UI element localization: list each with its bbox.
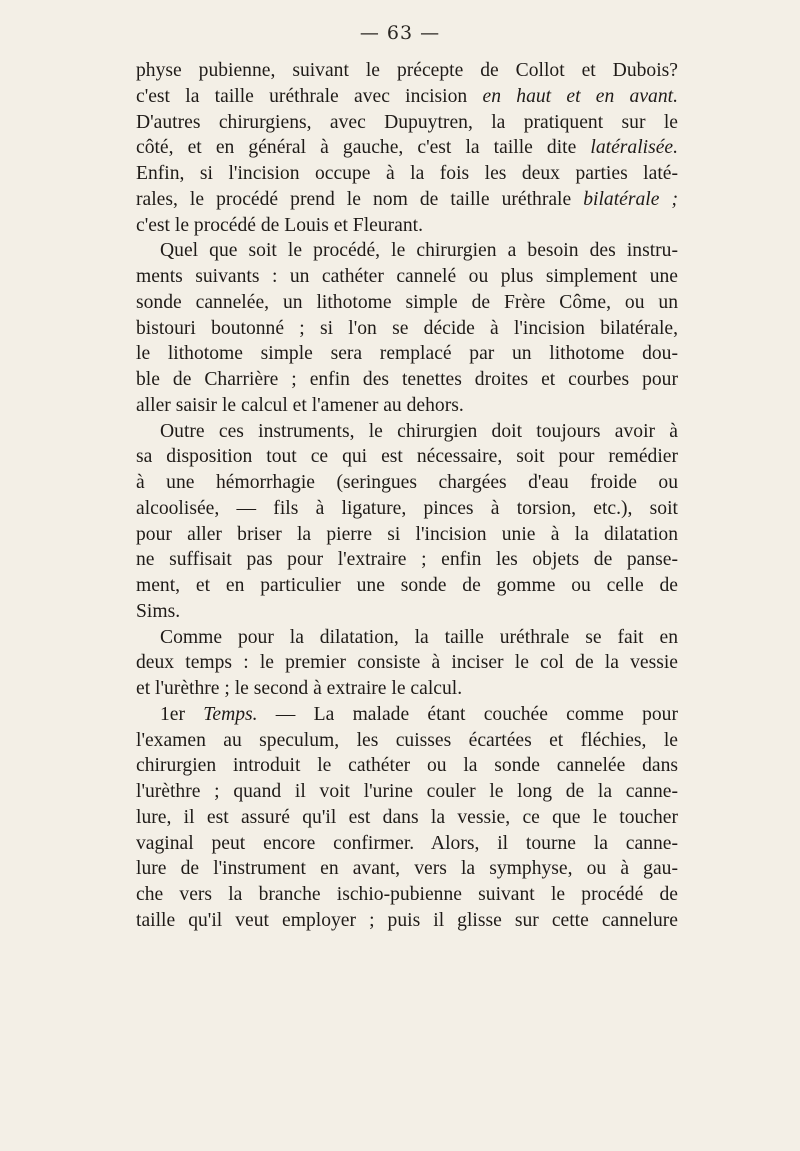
text-run: alcoolisée, — fils à ligature, pinces à torsion, etc.), soit [136, 497, 678, 519]
text-run: physe pubienne, suivant le précepte de Collot et Dubois? [136, 60, 678, 81]
text-line [136, 650, 678, 676]
text-line [136, 161, 678, 187]
text-line [136, 856, 678, 882]
text-line [136, 393, 678, 419]
text-line [136, 805, 678, 831]
text-run: aller saisir le calcul et l'amener au dehors. [136, 394, 464, 416]
text-run: che vers la branche ischio-pubienne suivant le procédé de [136, 884, 678, 905]
text-line [136, 547, 678, 573]
text-line [136, 213, 678, 239]
text-line [136, 110, 678, 136]
text-line [136, 625, 678, 651]
text-line [136, 187, 678, 213]
text-run: ble de Charrière ; enfin des tenettes droites et courbes pour [136, 369, 678, 390]
text-run: Outre ces instruments, le chirurgien doit toujours avoir à [160, 420, 678, 442]
text-run: D'autres chirurgiens, avec Dupuytren, la pratiquent sur le [136, 111, 678, 133]
text-line [136, 290, 678, 316]
text-run: l'examen au speculum, les cuisses écartées et fléchies, le [136, 729, 678, 751]
text-run: deux temps : le premier consiste à inciser le col de la vessie [136, 652, 678, 674]
text-line [136, 908, 678, 934]
italic-run: Temps. [203, 703, 258, 725]
text-run: l'urèthre ; quand il voit l'urine couler le long de la canne- [136, 781, 678, 802]
text-line [136, 496, 678, 522]
text-line [136, 702, 678, 728]
text-run: c'est la taille uréthrale avec incision [136, 85, 483, 107]
text-line [136, 367, 678, 393]
text-run: bistouri boutonné ; si l'on se décide à l'incision bilatérale, [136, 317, 678, 339]
text-line [136, 753, 678, 779]
text-run: ne suffisait pas pour l'extraire ; enfin les objets de panse- [136, 549, 678, 571]
text-line [136, 84, 678, 110]
text-run: le lithotome simple sera remplacé par un lithotome dou- [136, 343, 678, 365]
text-run: côté, et en général à gauche, c'est la taille dite [136, 137, 591, 159]
text-line [136, 341, 678, 367]
text-line [136, 599, 678, 625]
text-run: pour aller briser la pierre si l'incision unie à la dilatation [136, 523, 678, 545]
text-run: à une hémorrhagie (seringues chargées d'eau froide ou [136, 472, 678, 493]
text-run: c'est le procédé de Louis et Fleurant. [136, 214, 423, 236]
text-run: Sims. [136, 600, 181, 622]
italic-run: bilatérale ; [583, 188, 678, 210]
italic-run: latéralisée. [590, 137, 678, 159]
text-line [136, 779, 678, 805]
text-line [136, 419, 678, 445]
text-run: lure de l'instrument en avant, vers la symphyse, ou à gau- [136, 858, 678, 880]
text-line [136, 676, 678, 702]
text-line [136, 882, 678, 908]
text-line [136, 58, 678, 84]
text-line [136, 573, 678, 599]
text-line [136, 135, 678, 161]
italic-run: en haut et en avant. [482, 85, 678, 107]
text-line [136, 444, 678, 470]
text-run: chirurgien introduit le cathéter ou la sonde cannelée dans [136, 755, 678, 777]
text-line [136, 238, 678, 264]
text-run: Comme pour la dilatation, la taille uréthrale se fait en [160, 626, 678, 648]
text-run: et l'urèthre ; le second à extraire le calcul. [136, 678, 463, 699]
text-run: Quel que soit le procédé, le chirurgien a besoin des instru- [160, 240, 678, 262]
text-run: ments suivants : un cathéter cannelé ou plus simplement une [136, 266, 678, 287]
text-run: ment, et en particulier une sonde de gomme ou celle de [136, 575, 678, 596]
text-run: sa disposition tout ce qui est nécessaire, soit pour remédier [136, 446, 678, 468]
text-line [136, 522, 678, 548]
text-line [136, 728, 678, 754]
body-text [136, 58, 678, 934]
text-line [136, 316, 678, 342]
text-line [136, 264, 678, 290]
text-line [136, 831, 678, 857]
text-run: sonde cannelée, un lithotome simple de Frère Côme, ou un [136, 291, 678, 313]
text-run: vaginal peut encore confirmer. Alors, il tourne la canne- [136, 832, 678, 854]
text-run: lure, il est assuré qu'il est dans la vessie, ce que le toucher [136, 806, 678, 828]
page-number: — 63 — [359, 22, 441, 44]
text-run: Enfin, si l'incision occupe à la fois les deux parties laté- [136, 163, 678, 184]
text-run: — La malade étant couchée comme pour [257, 703, 678, 725]
text-run: 1er [160, 703, 204, 725]
text-run: rales, le procédé prend le nom de taille uréthrale [136, 188, 584, 210]
text-run: taille qu'il veut employer ; puis il glisse sur cette cannelure [136, 909, 678, 931]
text-line [136, 470, 678, 496]
